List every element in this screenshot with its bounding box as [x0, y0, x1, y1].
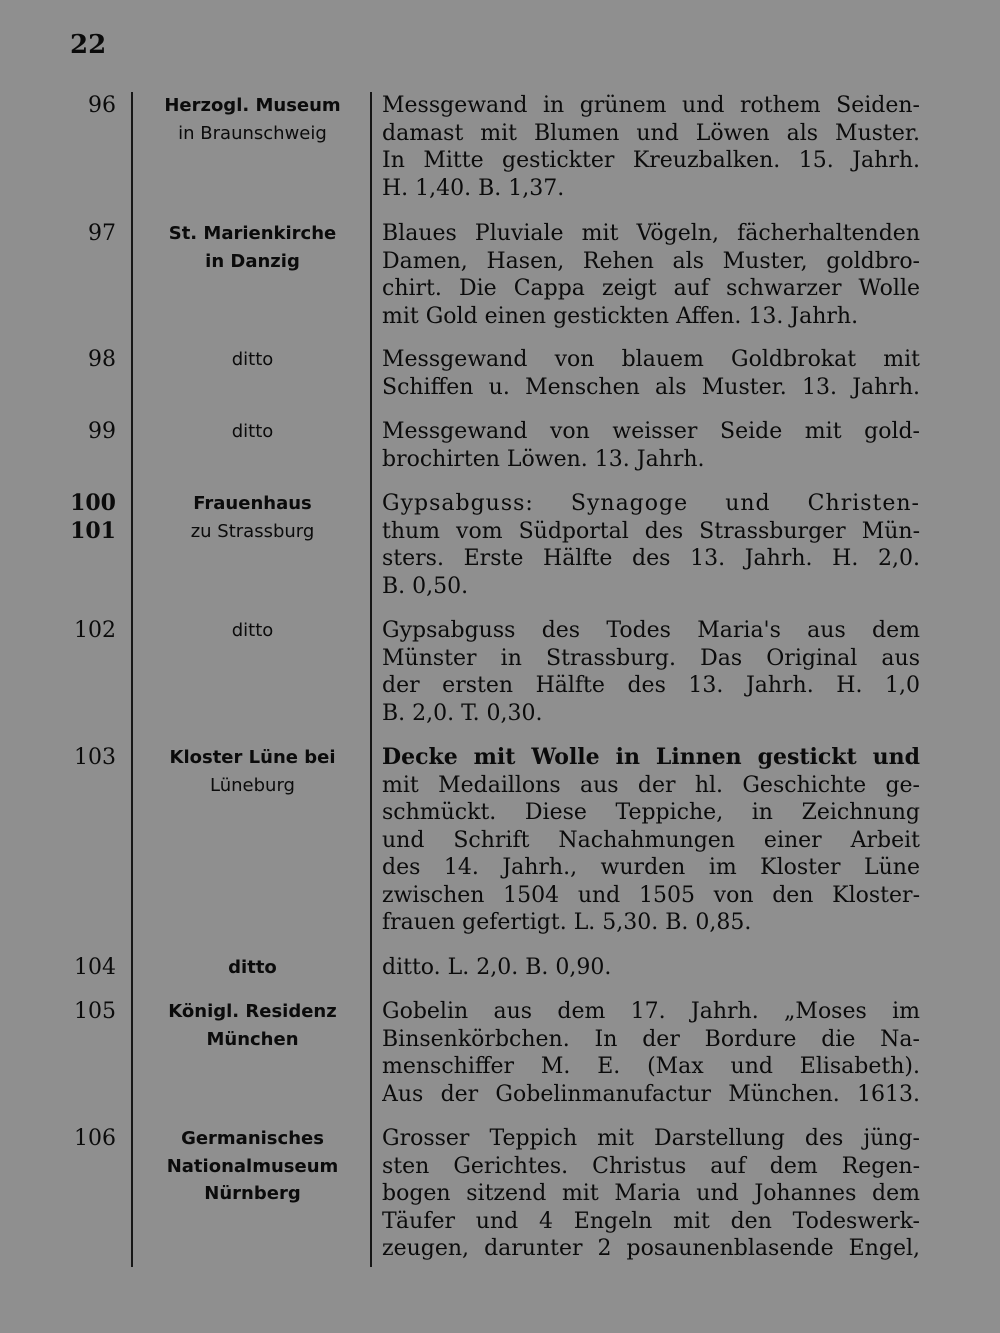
description-line: B. 0,50.: [382, 573, 469, 599]
description-line: frauen gefertigt. L. 5,30. B. 0,85.: [382, 910, 752, 935]
entry-number: 102: [74, 618, 116, 643]
entry-institution: [140, 418, 365, 446]
description-line: Münster in Strassburg. Das Original aus: [382, 645, 920, 671]
entry-description: [382, 418, 920, 473]
description-line: Decke mit Wolle in Linnen gestickt und: [382, 744, 920, 770]
entry-number: [60, 490, 116, 545]
entry-institution: [140, 617, 365, 645]
entry-description: [382, 346, 920, 401]
description-line: Täufer und 4 Engeln mit den Todeswerk-: [382, 1208, 920, 1234]
description-line: Aus der Gobelinmanufactur München. 1613.: [382, 1081, 920, 1107]
description-line: Binsenkörbchen. In der Bordure die Na-: [382, 1026, 920, 1052]
description-line: Damen, Hasen, Rehen als Muster, goldbro-: [382, 248, 920, 274]
description-line: Gobelin aus dem 17. Jahrh. „Moses im: [382, 999, 920, 1024]
column-rule-right: [370, 92, 372, 1267]
description-line: Messgewand von blauem Goldbrokat mit: [382, 347, 920, 372]
entry-description: [382, 220, 920, 330]
institution-line: Königl. Residenz: [168, 1001, 337, 1022]
description-line: zwischen 1504 und 1505 von den Kloster-: [382, 882, 920, 908]
description-line: sters. Erste Hälfte des 13. Jahrh. H. 2,0.: [382, 546, 920, 571]
description-line: sten Gerichtes. Christus auf dem Regen-: [382, 1153, 920, 1179]
description-line: und Schrift Nachahmungen einer Arbeit: [382, 827, 920, 853]
entry-number-first: 100: [70, 490, 116, 516]
entry-description: [382, 998, 920, 1108]
description-line: In Mitte gestickter Kreuzbalken. 15. Jahrh.: [382, 148, 920, 173]
description-line: Messgewand von weisser Seide mit gold-: [382, 419, 920, 444]
institution-line: ditto: [231, 421, 274, 442]
institution-line: in Danzig: [205, 250, 300, 272]
description-line: B. 2,0. T. 0,30.: [382, 700, 543, 726]
description-line: der ersten Hälfte des 13. Jahrh. H. 1,0: [382, 673, 920, 698]
description-line: mit Medaillons aus der hl. Geschichte ge-: [382, 772, 920, 798]
institution-line: in Braunschweig: [178, 122, 327, 144]
institution-line: ditto: [231, 620, 274, 641]
entry-number: 106: [74, 1126, 116, 1151]
entry-description: [382, 92, 920, 202]
description-line: zeugen, darunter 2 posaunenblasende Engel,: [382, 1236, 920, 1261]
description-line: brochirten Löwen. 13. Jahrh.: [382, 446, 705, 472]
description-line: schmückt. Diese Teppiche, in Zeichnung: [382, 800, 920, 825]
page-number: 22: [70, 30, 107, 60]
entry-description: [382, 744, 920, 937]
description-line: mit Gold einen gestickten Affen. 13. Jahrh.: [382, 303, 859, 329]
institution-line: Nürnberg: [204, 1183, 301, 1204]
entry-institution: [140, 1125, 365, 1208]
description-line: Gypsabguss des Todes Maria's aus dem: [382, 618, 920, 643]
institution-line: St. Marienkirche: [168, 223, 337, 244]
entry-description: [382, 954, 920, 982]
institution-line: Frauenhaus: [193, 493, 312, 514]
institution-line: Germanisches: [181, 1128, 324, 1149]
institution-line: Nationalmuseum: [166, 1155, 339, 1177]
entry-number: 104: [74, 955, 116, 980]
entry-number: 99: [88, 419, 116, 444]
entry-institution: [140, 744, 365, 799]
column-rule-left: [131, 92, 133, 1267]
description-line: des 14. Jahrh., wurden im Kloster Lüne: [382, 855, 920, 880]
entry-description: [382, 617, 920, 727]
description-line: thum vom Südportal des Strassburger Mün-: [382, 518, 920, 544]
institution-line: zu Strassburg: [190, 520, 315, 542]
entry-number-second: 101: [70, 517, 116, 544]
institution-line: Kloster Lüne bei: [169, 747, 336, 768]
entry-number: 96: [88, 93, 116, 118]
entry-institution: [140, 998, 365, 1053]
institution-line: München: [206, 1028, 299, 1050]
entry-number: 98: [88, 347, 116, 372]
entry-institution: [140, 346, 365, 374]
description-line: H. 1,40. B. 1,37.: [382, 175, 565, 201]
description-line: damast mit Blumen und Löwen als Muster.: [382, 120, 920, 146]
description-line: menschiffer M. E. (Max und Elisabeth).: [382, 1054, 920, 1079]
institution-line: ditto: [228, 957, 277, 978]
entry-number: 105: [74, 999, 116, 1024]
institution-line: Herzogl. Museum: [164, 95, 341, 116]
description-line: Gypsabguss: Synagoge und Christen-: [382, 491, 920, 516]
entry-institution: [140, 220, 365, 275]
institution-line: Lüneburg: [210, 774, 295, 796]
entry-institution: [140, 954, 365, 982]
description-line: Schiffen u. Menschen als Muster. 13. Jahrh.: [382, 374, 920, 400]
entry-institution: [140, 490, 365, 545]
description-line: Grosser Teppich mit Darstellung des jüng-: [382, 1126, 920, 1151]
entry-description: [382, 490, 920, 600]
institution-line: ditto: [231, 349, 274, 370]
entry-description: [382, 1125, 920, 1263]
description-line: bogen sitzend mit Maria und Johannes dem: [382, 1181, 920, 1206]
entry-institution: [140, 92, 365, 147]
description-line: Blaues Pluviale mit Vögeln, fächerhaltenden: [382, 221, 920, 246]
description-line: ditto. L. 2,0. B. 0,90.: [382, 955, 612, 980]
description-line: chirt. Die Cappa zeigt auf schwarzer Wolle: [382, 276, 920, 301]
entry-number: 103: [74, 745, 116, 770]
entry-number: 97: [88, 221, 116, 246]
description-line: Messgewand in grünem und rothem Seiden-: [382, 93, 920, 118]
